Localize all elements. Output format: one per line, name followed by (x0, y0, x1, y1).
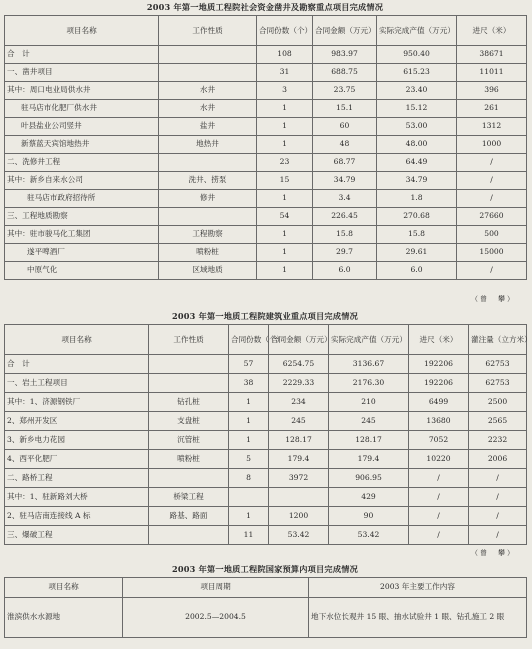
table-row (5, 355, 527, 374)
table-cell: 2006 (469, 450, 527, 469)
table1-caption: （曾 攀） (471, 295, 516, 303)
table-cell: 53.42 (329, 526, 409, 545)
table-cell (229, 488, 269, 507)
table-cell: 1 (229, 431, 269, 450)
table-cell: 3、新乡电力花园 (5, 431, 149, 450)
table-row (5, 118, 527, 136)
table3-header-cell: 项目名称 (5, 578, 123, 598)
table-cell: 15 (257, 172, 313, 190)
table-cell: 合 计 (5, 46, 159, 64)
table1-header-cell: 合同金额（万元） (313, 16, 377, 46)
table-cell: 11011 (457, 64, 527, 82)
table-cell: 1.8 (377, 190, 457, 208)
table-cell: 6254.75 (269, 355, 329, 374)
table2-title: 2003 年第一地质工程院建筑业重点项目完成情况 (171, 311, 358, 321)
table-cell: 2002.5—2004.5 (123, 598, 309, 638)
table1-title: 2003 年第一地质工程院社会资金凿井及勘察重点项目完成情况 (146, 2, 384, 12)
table-cell: 245 (269, 412, 329, 431)
table-cell: / (469, 469, 527, 488)
table-cell: 38 (229, 374, 269, 393)
table-cell: 429 (329, 488, 409, 507)
table-cell: 15.8 (377, 226, 457, 244)
table-row (5, 469, 527, 488)
table-cell: 62753 (469, 374, 527, 393)
table-cell: 遂平啤酒厂 (5, 244, 159, 262)
table2-header-cell: 进尺（米） (409, 325, 469, 355)
table-cell: 23 (257, 154, 313, 172)
table-row (5, 136, 527, 154)
table-cell: 钻孔桩 (149, 393, 229, 412)
table-cell: 沉管桩 (149, 431, 229, 450)
table-cell: 洗井、捞泵 (159, 172, 257, 190)
table3-header-cell: 2003 年主要工作内容 (309, 578, 527, 598)
table-row (5, 393, 527, 412)
table-cell: 中原气化 (5, 262, 159, 280)
table-cell (159, 154, 257, 172)
table-cell: 水井 (159, 100, 257, 118)
table-cell: 水井 (159, 82, 257, 100)
table2-header-cell: 灌注量（立方米） (469, 325, 527, 355)
table-row (5, 226, 527, 244)
table1-header-cell: 工作性质 (159, 16, 257, 46)
table-cell: / (469, 526, 527, 545)
table-cell: 1 (257, 226, 313, 244)
table-cell: 48.00 (377, 136, 457, 154)
table-cell: 3.4 (313, 190, 377, 208)
table-cell: 2、驻马店南连接线 A 标 (5, 507, 149, 526)
table-cell: 108 (257, 46, 313, 64)
table1-header-cell: 实际完成产值（万元） (377, 16, 457, 46)
table-cell: 驻马店市政府招待所 (5, 190, 159, 208)
table-row (5, 431, 527, 450)
table1 (4, 15, 527, 280)
table-cell: 1000 (457, 136, 527, 154)
table-row (5, 154, 527, 172)
table-cell: 2、郑州开发区 (5, 412, 149, 431)
table-cell: 盐井 (159, 118, 257, 136)
table-cell: 3972 (269, 469, 329, 488)
table-cell: 桥梁工程 (149, 488, 229, 507)
table-cell: 500 (457, 226, 527, 244)
table-cell: 二、洗修井工程 (5, 154, 159, 172)
table-cell: 5 (229, 450, 269, 469)
table3-header-cell: 项目周期 (123, 578, 309, 598)
table2-header-cell: 实际完成产值（万元） (329, 325, 409, 355)
table-cell: / (469, 507, 527, 526)
table-cell: 三、爆破工程 (5, 526, 149, 545)
table3-header-row (5, 578, 527, 598)
table-cell: 15.12 (377, 100, 457, 118)
table-cell: 396 (457, 82, 527, 100)
table-cell: 1312 (457, 118, 527, 136)
table-cell: 53.00 (377, 118, 457, 136)
table2-caption: （曾 攀） (471, 549, 516, 557)
table-cell: 688.75 (313, 64, 377, 82)
table-cell (149, 469, 229, 488)
table-cell: / (409, 469, 469, 488)
table-cell: 工程勘察 (159, 226, 257, 244)
table-cell: / (457, 190, 527, 208)
table-cell (269, 488, 329, 507)
table-cell: 10220 (409, 450, 469, 469)
table-cell: 234 (269, 393, 329, 412)
table-cell: 31 (257, 64, 313, 82)
table-cell: 1 (257, 118, 313, 136)
table-cell (149, 374, 229, 393)
table-cell: 2176.30 (329, 374, 409, 393)
table-cell: 192206 (409, 374, 469, 393)
table-cell: 区域地质 (159, 262, 257, 280)
table-cell: 喷粉桩 (159, 244, 257, 262)
table-cell: 64.49 (377, 154, 457, 172)
table-row (5, 488, 527, 507)
table-cell: 地热井 (159, 136, 257, 154)
table3-title: 2003 年第一地质工程院国家预算内项目完成情况 (171, 564, 358, 574)
table-cell: 38671 (457, 46, 527, 64)
table-row (5, 412, 527, 431)
table-cell: 27660 (457, 208, 527, 226)
table-row (5, 172, 527, 190)
table-cell (159, 208, 257, 226)
table-cell: 57 (229, 355, 269, 374)
table-cell: 983.97 (313, 46, 377, 64)
table3 (4, 577, 527, 638)
table-cell (159, 64, 257, 82)
table-cell: 29.7 (313, 244, 377, 262)
table-cell: 其中：1、驻新路刘大桥 (5, 488, 149, 507)
table-cell: 路基、路面 (149, 507, 229, 526)
table-cell (159, 46, 257, 64)
table-cell: 29.61 (377, 244, 457, 262)
table-row (5, 100, 527, 118)
table-cell: 90 (329, 507, 409, 526)
table-cell: 128.17 (329, 431, 409, 450)
table2-header-cell: 合同金额（万元） (269, 325, 329, 355)
table-cell: 其中：周口电业局供水井 (5, 82, 159, 100)
table-cell: 15000 (457, 244, 527, 262)
table-cell: 13680 (409, 412, 469, 431)
table2-header-cell: 工作性质 (149, 325, 229, 355)
table-cell: 修井 (159, 190, 257, 208)
table-cell: 23.75 (313, 82, 377, 100)
table-cell: 11 (229, 526, 269, 545)
table-cell: 2500 (469, 393, 527, 412)
table-cell: 6.0 (313, 262, 377, 280)
table-cell: 226.45 (313, 208, 377, 226)
table-cell: 23.40 (377, 82, 457, 100)
table-cell: / (409, 507, 469, 526)
table-row (5, 46, 527, 64)
table2-header-cell: 项目名称 (5, 325, 149, 355)
table-cell: 一、凿井项目 (5, 64, 159, 82)
table-cell: / (409, 488, 469, 507)
table-cell: 其中：新乡自来水公司 (5, 172, 159, 190)
table1-header-cell: 项目名称 (5, 16, 159, 46)
table2-header-cell: 合同份数（个） (229, 325, 269, 355)
table-cell: 15.1 (313, 100, 377, 118)
table-cell: 一、岩土工程项目 (5, 374, 149, 393)
table-cell: 6499 (409, 393, 469, 412)
table-cell: 34.79 (313, 172, 377, 190)
table-cell: 245 (329, 412, 409, 431)
table-cell: 喷粉桩 (149, 450, 229, 469)
table-cell: 1 (257, 100, 313, 118)
table-cell: 1 (257, 136, 313, 154)
table-cell: 192206 (409, 355, 469, 374)
table-row (5, 82, 527, 100)
table-cell: 1200 (269, 507, 329, 526)
table-row (5, 598, 527, 638)
table-cell: 4、西平化肥厂 (5, 450, 149, 469)
table-cell: 支盘桩 (149, 412, 229, 431)
table-row (5, 208, 527, 226)
table-cell: 210 (329, 393, 409, 412)
table-cell: 261 (457, 100, 527, 118)
table-cell: 270.68 (377, 208, 457, 226)
table-cell: 其中：驻市骏马化工集团 (5, 226, 159, 244)
table-cell: 二、路桥工程 (5, 469, 149, 488)
table-cell: 2565 (469, 412, 527, 431)
table-cell: / (457, 172, 527, 190)
table-cell: 3 (257, 82, 313, 100)
table-cell: 淮滨供水水源地 (5, 598, 123, 638)
table-cell: 1 (257, 190, 313, 208)
table-cell: 2232 (469, 431, 527, 450)
table-cell: 驻马店市化肥厂供水井 (5, 100, 159, 118)
table-cell: 1 (257, 262, 313, 280)
table-row (5, 244, 527, 262)
table-cell: 179.4 (329, 450, 409, 469)
table-cell: / (457, 262, 527, 280)
table-cell: 950.40 (377, 46, 457, 64)
table-cell: / (469, 488, 527, 507)
table-cell: 60 (313, 118, 377, 136)
table-cell: 三、工程地质勘察 (5, 208, 159, 226)
table2-header-row (5, 325, 527, 355)
table-cell (149, 355, 229, 374)
table-cell: / (409, 526, 469, 545)
table-cell: 合 计 (5, 355, 149, 374)
table-cell: 15.8 (313, 226, 377, 244)
table-cell: 3136.67 (329, 355, 409, 374)
table-row (5, 64, 527, 82)
table-cell: 2229.33 (269, 374, 329, 393)
table1-header-cell: 合同份数（个） (257, 16, 313, 46)
table-row (5, 526, 527, 545)
table-cell: 53.42 (269, 526, 329, 545)
table1-header-row (5, 16, 527, 46)
table-cell: 地下水位长观井 15 眼、抽水试验井 1 眼、钻孔施工 2 眼 (309, 598, 527, 638)
table-cell: 48 (313, 136, 377, 154)
table-cell: 179.4 (269, 450, 329, 469)
table-cell: 6.0 (377, 262, 457, 280)
table-cell: 62753 (469, 355, 527, 374)
table-cell: 128.17 (269, 431, 329, 450)
table-cell: 1 (257, 244, 313, 262)
table-cell: 54 (257, 208, 313, 226)
table-cell: 615.23 (377, 64, 457, 82)
table-cell: 7052 (409, 431, 469, 450)
table-row (5, 190, 527, 208)
table-cell: 8 (229, 469, 269, 488)
table-row (5, 262, 527, 280)
table2 (4, 324, 532, 545)
table-cell: 34.79 (377, 172, 457, 190)
table-cell: 叶县盐业公司竖井 (5, 118, 159, 136)
table-cell (149, 526, 229, 545)
table-cell: 906.95 (329, 469, 409, 488)
table-cell: 1 (229, 507, 269, 526)
table-row (5, 450, 527, 469)
table1-header-cell: 进尺（米） (457, 16, 527, 46)
table-cell: 1 (229, 412, 269, 431)
table-cell: 1 (229, 393, 269, 412)
table-cell: / (457, 154, 527, 172)
table-row (5, 507, 527, 526)
table-cell: 其中：1、济源钢铁厂 (5, 393, 149, 412)
table-cell: 新蔡蓝天宾馆地热井 (5, 136, 159, 154)
table-cell: 68.77 (313, 154, 377, 172)
table-row (5, 374, 527, 393)
